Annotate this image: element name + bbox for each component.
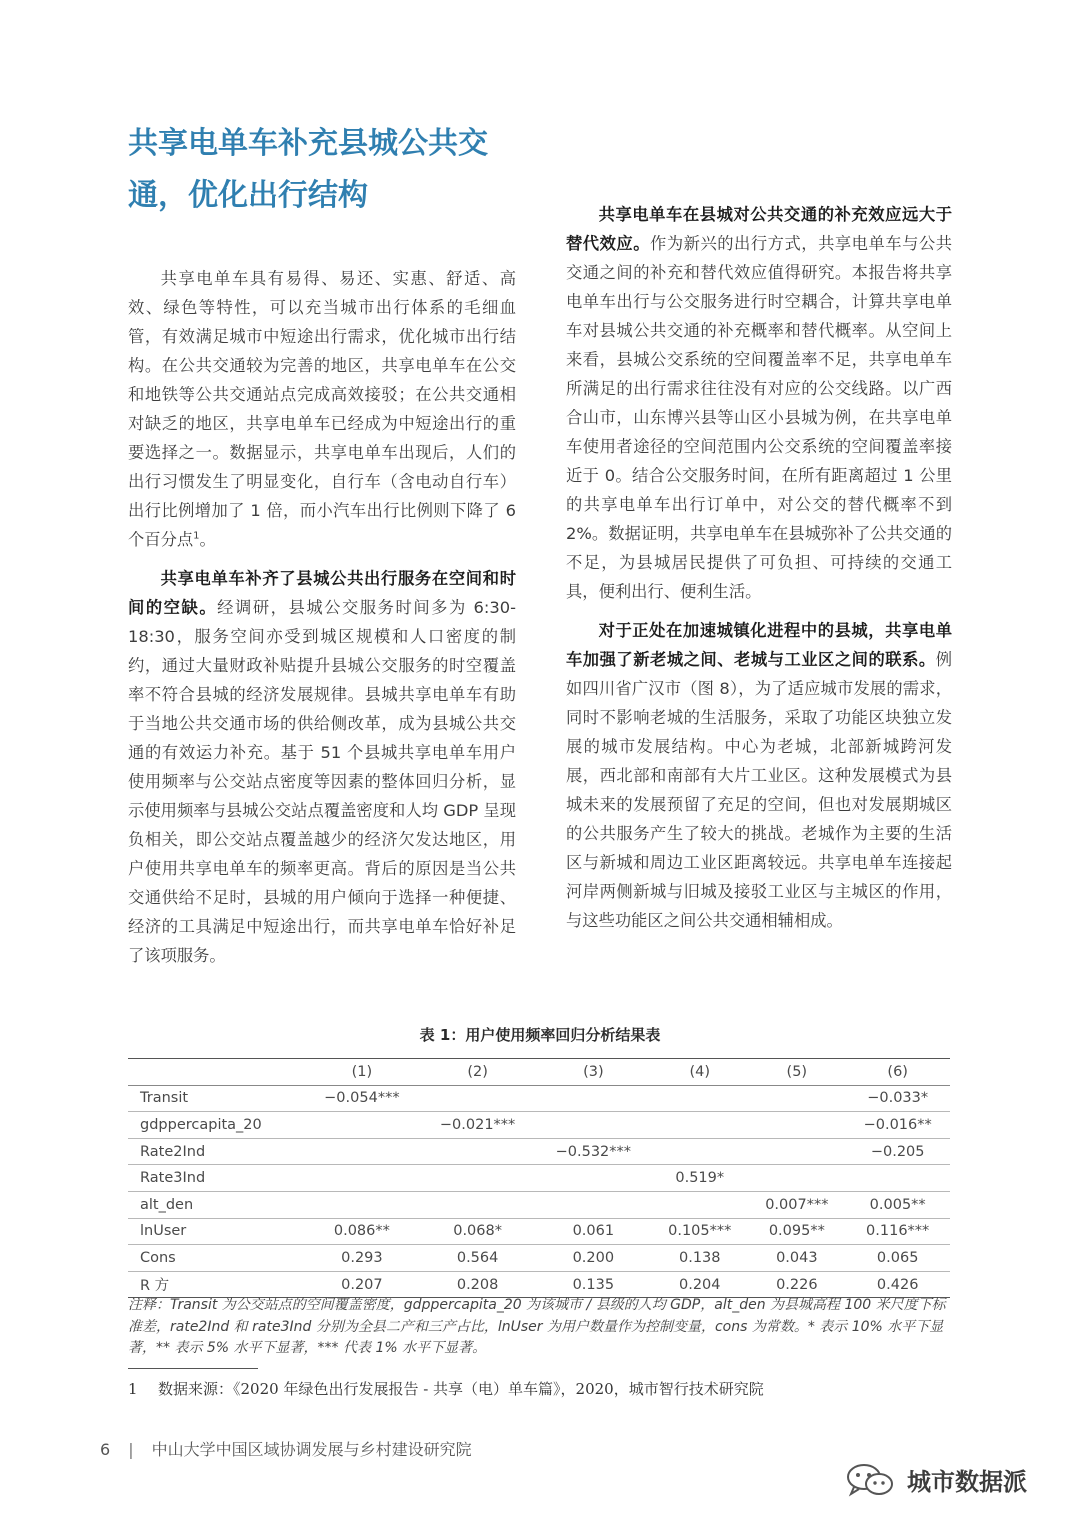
table-cell: 0.007*** — [765, 1196, 829, 1213]
table-cell — [535, 1191, 651, 1218]
table-cell: Rate2Ind — [140, 1143, 206, 1160]
table-header-row — [128, 1059, 950, 1086]
paragraph-lead: 对于正处在加速城镇化进程中的县城，共享电单车加强了新老城之间、老城与工业区之间的联系。 — [566, 621, 952, 669]
table-cell — [420, 1191, 536, 1218]
table-cell — [304, 1112, 420, 1139]
table-header-cell: (5) — [786, 1063, 808, 1080]
page-footer — [100, 1437, 472, 1460]
table-cell: alt_den — [140, 1196, 194, 1213]
footnote — [128, 1378, 764, 1399]
table-cell: 0.116*** — [866, 1223, 930, 1240]
table-header-cell: (4) — [689, 1063, 711, 1080]
paragraph — [566, 200, 952, 606]
table-cell — [304, 1138, 420, 1165]
table-cell: 0.204 — [678, 1276, 721, 1293]
table-cell — [420, 1085, 536, 1112]
table-cell: 0.200 — [572, 1249, 615, 1266]
table-cell — [535, 1165, 651, 1192]
paragraph-text: 经调研，县城公交服务时间多为 6:30-18:30，服务空间亦受到城区规模和人口密度的制约，通过大量财政补贴提升县城公交服务的时空覆盖率不符合县城的经济发展规律。县城共享电单车有助于当地公共交通市场的供给侧改革，成为县城公共交通的有效运力补充。基于 51 个县城共享电单车用户使用频率与公交站点密度等因素的整体回归分析，显示使用频率与县城公交站点覆盖密度和人均 GDP 呈现负相关，即公交站点覆盖越少的经济欠发达地区，用户使用共享电单车的频率更高。背后的原因是当公共交通供给不足时，县城的用户倾向于选择一种便捷、经济的工具满足中短途出行，而共享电单车恰好补足了该项服务。 — [128, 598, 516, 965]
footnote-number: 1 — [128, 1380, 138, 1398]
watermark-text: 城市数据派 — [907, 1468, 1027, 1496]
table-row — [128, 1218, 950, 1245]
table-cell: −0.532*** — [555, 1143, 632, 1160]
table-cell — [651, 1191, 748, 1218]
table-cell: −0.016** — [863, 1116, 932, 1133]
footer-separator: | — [128, 1440, 134, 1459]
table-cell: 0.068* — [453, 1223, 502, 1240]
table-note: 注释：Transit 为公交站点的空间覆盖密度，gdppercapita_20 为该城市 / 县级的人均 GDP，alt_den 为县城高程 100 米尺度下标准差，rate2Ind 和 rate3Ind 分别为全县二产和三产占比，lnUser 为用户数量作为控制变量，cons 为常数。* 表示 10% 水平下显著，** 表示 5% 水平下显著，*** 代表 1% 水平下显著。 — [128, 1297, 946, 1356]
footer-institute: 中山大学中国区域协调发展与乡村建设研究院 — [151, 1440, 472, 1459]
table-cell: −0.033* — [867, 1090, 929, 1107]
table-cell: Rate3Ind — [140, 1170, 206, 1187]
table-cell: 0.138 — [678, 1249, 721, 1266]
wechat-icon — [845, 1463, 895, 1497]
footnote-text: 数据来源：《2020 年绿色出行发展报告 - 共享（电）单车篇》，2020，城市智行技术研究院 — [158, 1380, 764, 1398]
table-row — [128, 1085, 950, 1112]
table-cell — [535, 1085, 651, 1112]
table-cell: 0.005** — [869, 1196, 926, 1213]
watermark — [845, 1462, 1027, 1497]
table-cell: 0.105*** — [668, 1223, 732, 1240]
table-cell: 0.426 — [876, 1276, 919, 1293]
table-cell — [748, 1112, 845, 1139]
paragraph — [128, 264, 516, 554]
table-cell — [651, 1138, 748, 1165]
table-cell: 0.519* — [675, 1170, 725, 1187]
table-cell: −0.021*** — [439, 1116, 516, 1133]
table-cell: 0.061 — [572, 1223, 615, 1240]
table-header-cell — [128, 1059, 304, 1086]
table-cell: 0.226 — [776, 1276, 818, 1293]
table-cell — [304, 1191, 420, 1218]
table-cell — [748, 1138, 845, 1165]
table-cell: gdppercapita_20 — [140, 1116, 262, 1133]
table-cell: 0.564 — [456, 1249, 499, 1266]
right-column — [566, 200, 952, 935]
table-cell: 0.043 — [776, 1249, 818, 1266]
table-cell — [651, 1085, 748, 1112]
table-cell — [420, 1165, 536, 1192]
footnote-ref[interactable]: 1 — [193, 530, 200, 542]
footnote-divider — [128, 1368, 258, 1369]
table-cell: 0.095** — [768, 1223, 825, 1240]
table-cell: R 方 — [140, 1278, 170, 1295]
table-row — [128, 1271, 950, 1298]
page-title — [128, 118, 548, 222]
table-cell: 0.086** — [333, 1223, 390, 1240]
paragraph-lead: 共享电单车在县城对公共交通的补充效应远大于替代效应。 — [566, 205, 952, 253]
table-cell: 0.135 — [572, 1276, 615, 1293]
left-column — [128, 264, 516, 970]
table-row — [128, 1138, 950, 1165]
regression-table — [128, 1058, 950, 1298]
table-cell: 0.065 — [876, 1249, 919, 1266]
table-row — [128, 1165, 950, 1192]
paragraph — [566, 616, 952, 935]
table-header-cell: (1) — [351, 1063, 373, 1080]
paragraph-text: 例如四川省广汉市（图 8），为了适应城市发展的需求，同时不影响老城的生活服务，采取了功能区块独立发展的城市发展结构。中心为老城，北部新城跨河发展，西北部和南部有大片工业区。这种发展模式为县城未来的发展预留了充足的空间，但也对发展期城区的公共服务产生了较大的挑战。老城作为主要的生活区与新城和周边工业区距离较远。共享电单车连接起河岸两侧新城与旧城及接驳工业区与主城区的作用，与这些功能区之间公共交通相辅相成。 — [566, 650, 952, 930]
table-cell — [304, 1165, 420, 1192]
title-line-1: 共享电单车补充县城公共交 — [128, 126, 488, 161]
table-row — [128, 1191, 950, 1218]
paragraph-lead: 共享电单车补齐了县城公共出行服务在空间和时间的空缺。 — [128, 569, 516, 617]
table-cell: 0.293 — [341, 1249, 383, 1266]
table-cell — [748, 1085, 845, 1112]
page-number: 6 — [100, 1440, 111, 1459]
table-cell: Transit — [140, 1090, 189, 1107]
table-row — [128, 1112, 950, 1139]
table-cell — [748, 1165, 845, 1192]
table-title: 表 1：用户使用频率回归分析结果表 — [419, 1026, 661, 1044]
table-cell — [845, 1165, 950, 1192]
table-header-cell: (6) — [887, 1063, 908, 1080]
table-cell: Cons — [140, 1249, 176, 1266]
paragraph-text: 共享电单车具有易得、易还、实惠、舒适、高效、绿色等特性，可以充当城市出行体系的毛细血管，有效满足城市中短途出行需求，优化城市出行结构。在公共交通较为完善的地区，共享电单车在公交和地铁等公共交通站点完成高效接驳；在公共交通相对缺乏的地区，共享电单车已经成为中短途出行的重要选择之一。数据显示，共享电单车出现后，人们的出行习惯发生了明显变化，自行车（含电动自行车）出行比例增加了 1 倍，而小汽车出行比例则下降了 6 个百分点 — [128, 269, 516, 549]
paragraph-text: 作为新兴的出行方式，共享电单车与公共交通之间的补充和替代效应值得研究。本报告将共享电单车出行与公交服务进行时空耦合，计算共享电单车对县城公共交通的补充概率和替代概率。从空间上来看，县城公交系统的空间覆盖率不足，共享电单车所满足的出行需求往往没有对应的公交线路。以广西合山市，山东博兴县等山区小县城为例，在共享电单车使用者途径的空间范围内公交系统的空间覆盖率接近于 0。结合公交服务时间，在所有距离超过 1 公里的共享电单车出行订单中，对公交的替代概率不到 2%。数据证明，共享电单车在县城弥补了公共交通的不足，为县城居民提供了可负担、可持续的交通工具，便利出行、便利生活。 — [566, 234, 952, 601]
table-cell: −0.205 — [870, 1143, 925, 1160]
table-cell — [535, 1112, 651, 1139]
table-row — [128, 1245, 950, 1272]
table-cell: lnUser — [140, 1223, 187, 1240]
paragraph-end: 。 — [199, 530, 216, 549]
paragraph — [128, 564, 516, 970]
table-cell — [420, 1138, 536, 1165]
table-cell: −0.054*** — [324, 1090, 400, 1107]
table-header-cell: (3) — [583, 1063, 604, 1080]
title-line-2: 通，优化出行结构 — [128, 178, 368, 213]
table-cell: 0.207 — [341, 1276, 383, 1293]
table-cell — [651, 1112, 748, 1139]
table-header-cell: (2) — [467, 1063, 488, 1080]
table-cell: 0.208 — [456, 1276, 499, 1293]
